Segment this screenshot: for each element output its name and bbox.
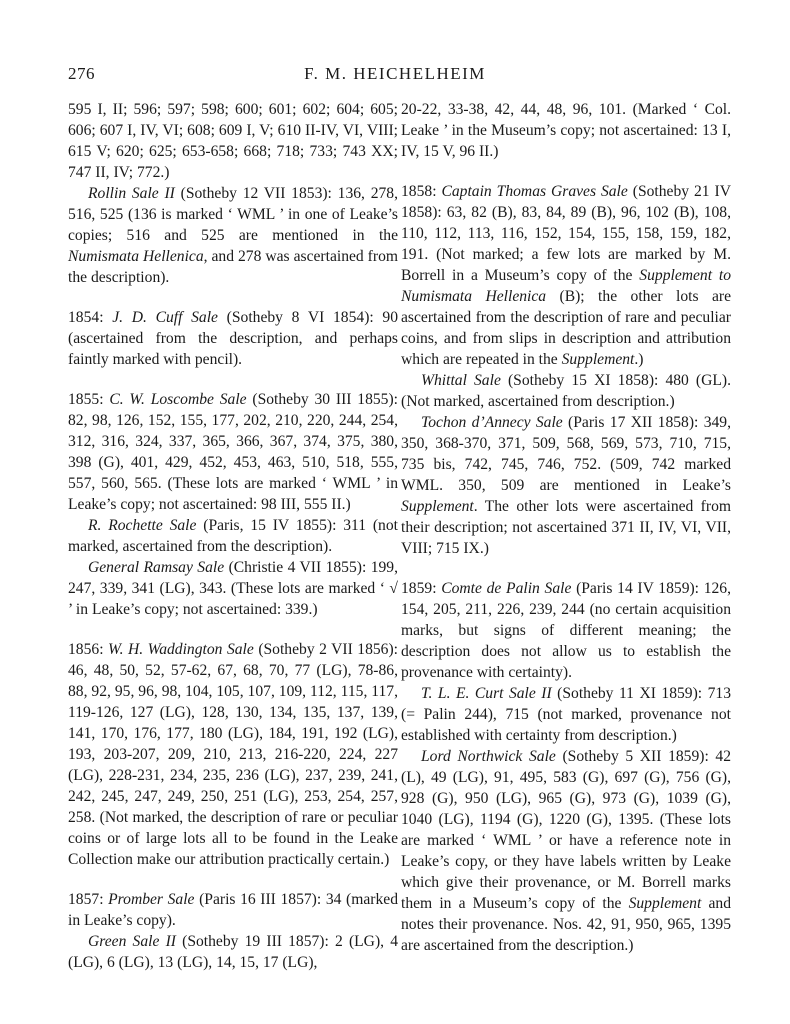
sale-title: R. Rochette Sale (88, 517, 197, 534)
sale-title: T. L. E. Curt Sale II (421, 685, 552, 702)
entry-rollin-sale: Rollin Sale II (Sotheby 12 VII 1853): 136, 278, 516, 525 (136 is marked ‘ WML ’ in one of Leake’s copies; 516 and 525 are mentioned in the Numismata Hellenica, and 278 was ascertained from the description). (68, 185, 398, 286)
paragraph-continuation: 595 I, II; 596; 597; 598; 600; 601; 602; 604; 605; 606; 607 I, IV, VI; 608; 609 I, V; 610 II-IV, VI, VIII; 615 V; 620; 625; 653-658; 668; 718; 733; 743 XX; 747 II, IV; 772.) (68, 101, 398, 181)
right-column (401, 99, 731, 956)
paragraph-continuation: 20-22, 33-38, 42, 44, 48, 96, 101. (Marked ‘ Col. Leake ’ in the Museum’s copy; not ascertained: 13 I, IV, 15 V, 96 II.) (401, 101, 731, 160)
entry-loscombe-sale: 1855: C. W. Loscombe Sale (Sotheby 30 III 1855): 82, 98, 126, 152, 155, 177, 202, 210, 220, 244, 254, 312, 316, 324, 337, 365, 366, 367, 374, 375, 380, 398 (G), 401, 429, 452, 453, 463, 510, 518, 555, 557, 560, 565. (These lots are marked ‘ WML ’ in Leake’s copy; not ascertained: 98 III, 555 II.) (68, 391, 398, 513)
entry-rochette-sale: R. Rochette Sale (Paris, 15 IV 1855): 311 (not marked, ascertained from the description). (68, 517, 398, 555)
entry-promber-sale: 1857: Promber Sale (Paris 16 III 1857): 34 (marked in Leake’s copy). (68, 891, 398, 929)
year-label: 1857: (68, 891, 109, 908)
sale-title: Promber Sale (108, 891, 195, 908)
entry-tochon-sale: Tochon d’Annecy Sale (Paris 17 XII 1858): 349, 350, 368-370, 371, 509, 568, 569, 573, 710, 715, 735 bis, 742, 745, 746, 752. (509, 742 marked WML. 350, 509 are mentioned in Leake’s Supplement. The other lots were ascertained from their description; not ascertained 371 II, IV, VI, VII, VIII; 715 IX.) (401, 414, 731, 557)
year-label: 1858: (401, 183, 442, 200)
year-label: 1856: (68, 641, 109, 658)
sale-title: J. D. Cuff Sale (112, 309, 218, 326)
sale-title: General Ramsay Sale (88, 559, 225, 576)
entry-cuff-sale: 1854: J. D. Cuff Sale (Sotheby 8 VI 1854): 90 (ascertained from the description, and perhaps faintly marked with pencil). (68, 309, 399, 368)
entry-northwick-sale: Lord Northwick Sale (Sotheby 5 XII 1859): 42 (L), 49 (LG), 91, 495, 583 (G), 697 (G), 756 (G), 928 (G), 950 (LG), 965 (G), 973 (G), 1039 (G), 1040 (LG), 1194 (G), 1220 (G), 1395. (These lots are marked ‘ WML ’ or have a reference note in Leake’s copy, or they have labels written by Leake which give their provenance, or M. Borrell marks them in a Museum’s copy of the Supplement and notes their provenance. Nos. 42, 91, 950, 965, 1395 are ascertained from the description.) (401, 748, 731, 954)
running-title: F. M. HEICHELHEIM (304, 64, 486, 83)
page-number: 276 (68, 64, 95, 83)
page-header (0, 64, 790, 88)
sale-title: Rollin Sale II (88, 185, 175, 202)
entry-ramsay-sale: General Ramsay Sale (Christie 4 VII 1855): 199, 247, 339, 341 (LG), 343. (These lots are marked ‘ √ ’ in Leake’s copy; not ascertained: 339.) (68, 559, 398, 618)
entry-graves-sale: 1858: Captain Thomas Graves Sale (Sotheby 21 IV 1858): 63, 82 (B), 83, 84, 89 (B), 96, 102 (B), 108, 110, 112, 113, 116, 152, 154, 155, 158, 159, 182, 191. (Not marked; a few lots are marked by M. Borrell in a Museum’s copy of the Supplement to Numismata Hellenica (B); the other lots are ascertained from the description of rare and peculiar coins, and from slips in description and attribution which are repeated in the Supplement.) (401, 183, 731, 368)
sale-title: W. H. Waddington Sale (108, 641, 254, 658)
sale-title: Captain Thomas Graves Sale (441, 183, 628, 200)
sale-title: Lord Northwick Sale (421, 748, 556, 765)
entry-curt-sale: T. L. E. Curt Sale II (Sotheby 11 XI 1859): 713 (= Palin 244), 715 (not marked, provenance not established with certainty from description.) (401, 685, 732, 744)
entry-whittal-sale: Whittal Sale (Sotheby 15 XI 1858): 480 (GL). (Not marked, ascertained from description.) (401, 372, 731, 410)
entry-waddington-sale: 1856: W. H. Waddington Sale (Sotheby 2 VII 1856): 46, 48, 50, 52, 57-62, 67, 68, 70, 77 (LG), 78-86, 88, 92, 95, 96, 98, 104, 105, 107, 109, 112, 115, 117, 119-126, 127 (LG), 128, 130, 134, 135, 137, 139, 141, 170, 176, 177, 180 (LG), 184, 191, 192 (LG), 193, 203-207, 209, 210, 213, 216-220, 224, 227 (LG), 228-231, 234, 235, 236 (LG), 237, 239, 241, 242, 245, 247, 249, 250, 251 (LG), 253, 254, 257, 258. (Not marked, the description of rare or peculiar coins or of large lots all to be found in the Leake Collection make our attribution practically certain.) (68, 641, 399, 868)
year-label: 1854: (68, 309, 113, 326)
sale-title: Whittal Sale (421, 372, 501, 389)
entry-green-sale: Green Sale II (Sotheby 19 III 1857): 2 (LG), 4 (LG), 6 (LG), 13 (LG), 14, 15, 17 (LG), (68, 933, 398, 971)
left-column (68, 99, 398, 973)
entry-palin-sale: 1859: Comte de Palin Sale (Paris 14 IV 1859): 126, 154, 205, 211, 226, 239, 244 (no certain acquisition marks, but signs of different meaning; the description does not allow us to establish the provenance with certainty). (401, 580, 731, 681)
year-label: 1859: (401, 580, 442, 597)
sale-title: Tochon d’Annecy Sale (421, 414, 563, 431)
sale-title: Green Sale II (88, 933, 176, 950)
year-label: 1855: (68, 391, 110, 408)
sale-title: Comte de Palin Sale (441, 580, 572, 597)
sale-title: C. W. Loscombe Sale (109, 391, 247, 408)
